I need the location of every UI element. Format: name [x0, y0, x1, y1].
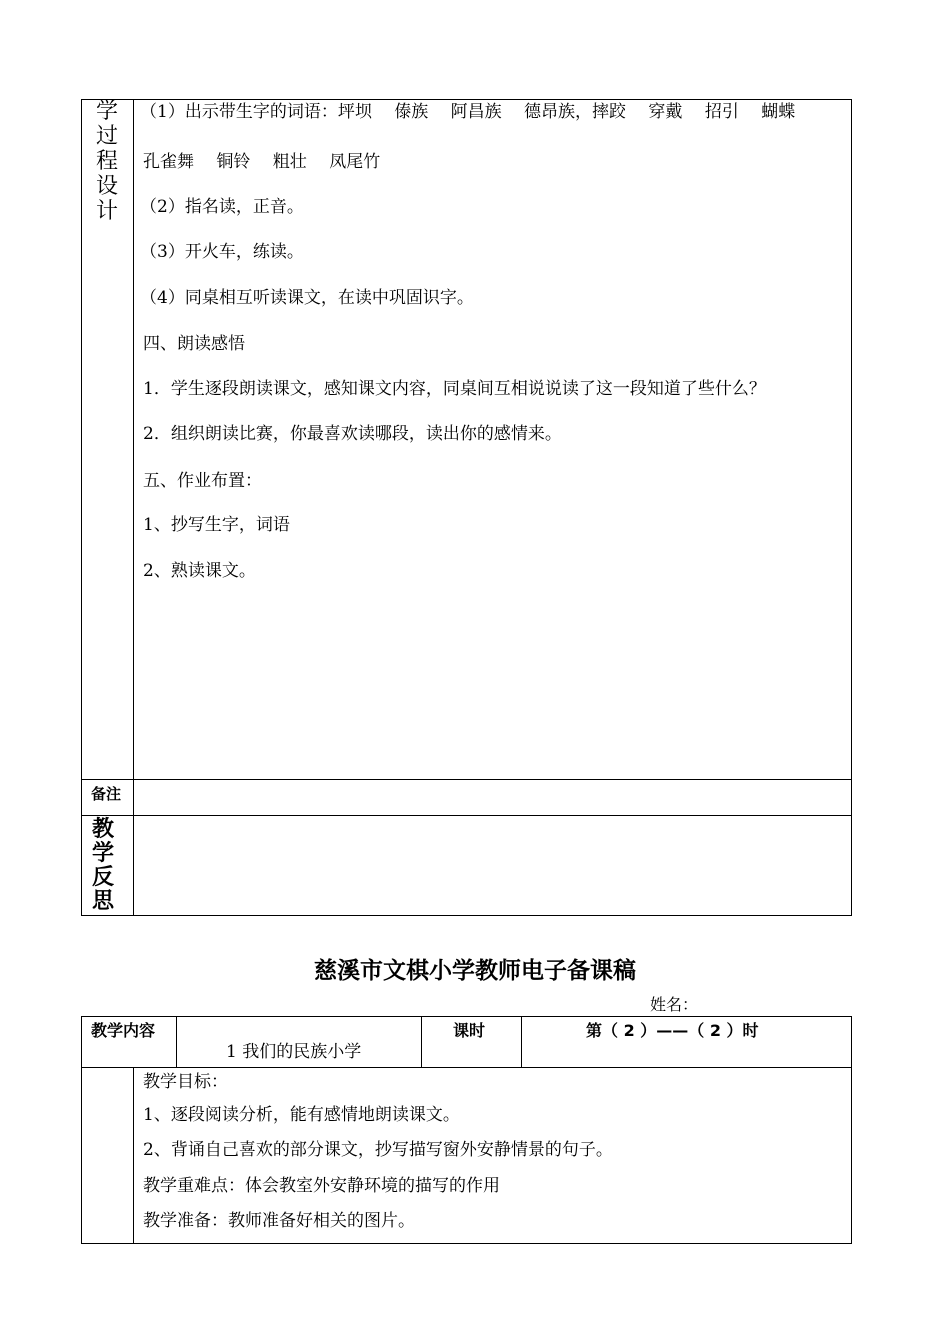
notes-label: 备注 [91, 785, 122, 803]
reflection-cell[interactable] [134, 816, 851, 915]
period-value: 第（ 2 ）——（ 2 ）时 [586, 1021, 759, 1040]
section-heading: 五、作业布置： [143, 471, 262, 491]
lesson-line: 2、熟读课文。 [143, 561, 256, 581]
reflection-label: 教 学 反 思 [91, 817, 114, 914]
process-design-label: 学 过 程 设 计 [95, 99, 118, 224]
lesson-line: 1、抄写生字，词语 [143, 515, 290, 535]
content-label: 教学内容 [91, 1021, 156, 1040]
objective-item: 2、背诵自己喜欢的部分课文，抄写描写窗外安静情景的句子。 [143, 1140, 613, 1160]
name-label: 姓名： [650, 995, 699, 1014]
lesson-line: （2）指名读，正音。 [140, 197, 304, 217]
page-title: 慈溪市文棋小学教师电子备课稿 [314, 958, 636, 984]
section-heading: 四、朗读感悟 [143, 334, 245, 354]
key-points: 教学重难点：体会教室外安静环境的描写的作用 [143, 1176, 500, 1196]
period-label: 课时 [453, 1021, 486, 1040]
preparation: 教学准备：教师准备好相关的图片。 [143, 1211, 415, 1231]
lesson-line: 孔雀舞 铜铃 粗壮 凤尾竹 [143, 152, 381, 172]
lesson-line: 1．学生逐段朗读课文，感知课文内容，同桌间互相说说读了这一段知道了些什么？ [143, 379, 766, 399]
content-value: 1 我们的民族小学 [226, 1042, 362, 1062]
objectives-heading: 教学目标： [143, 1072, 228, 1092]
lesson-line: （1）出示带生字的词语：坪坝 傣族 阿昌族 德昂族，摔跤 穿戴 招引 蝴蝶 [140, 102, 796, 122]
lesson-line: （3）开火车，练读。 [140, 242, 304, 262]
lesson-line: 2．组织朗读比赛，你最喜欢读哪段，读出你的感情来。 [143, 424, 562, 444]
lesson-line: （4）同桌相互听读课文，在读中巩固识字。 [140, 288, 474, 308]
objective-item: 1、逐段阅读分析，能有感情地朗读课文。 [143, 1105, 460, 1125]
notes-cell[interactable] [134, 780, 851, 815]
